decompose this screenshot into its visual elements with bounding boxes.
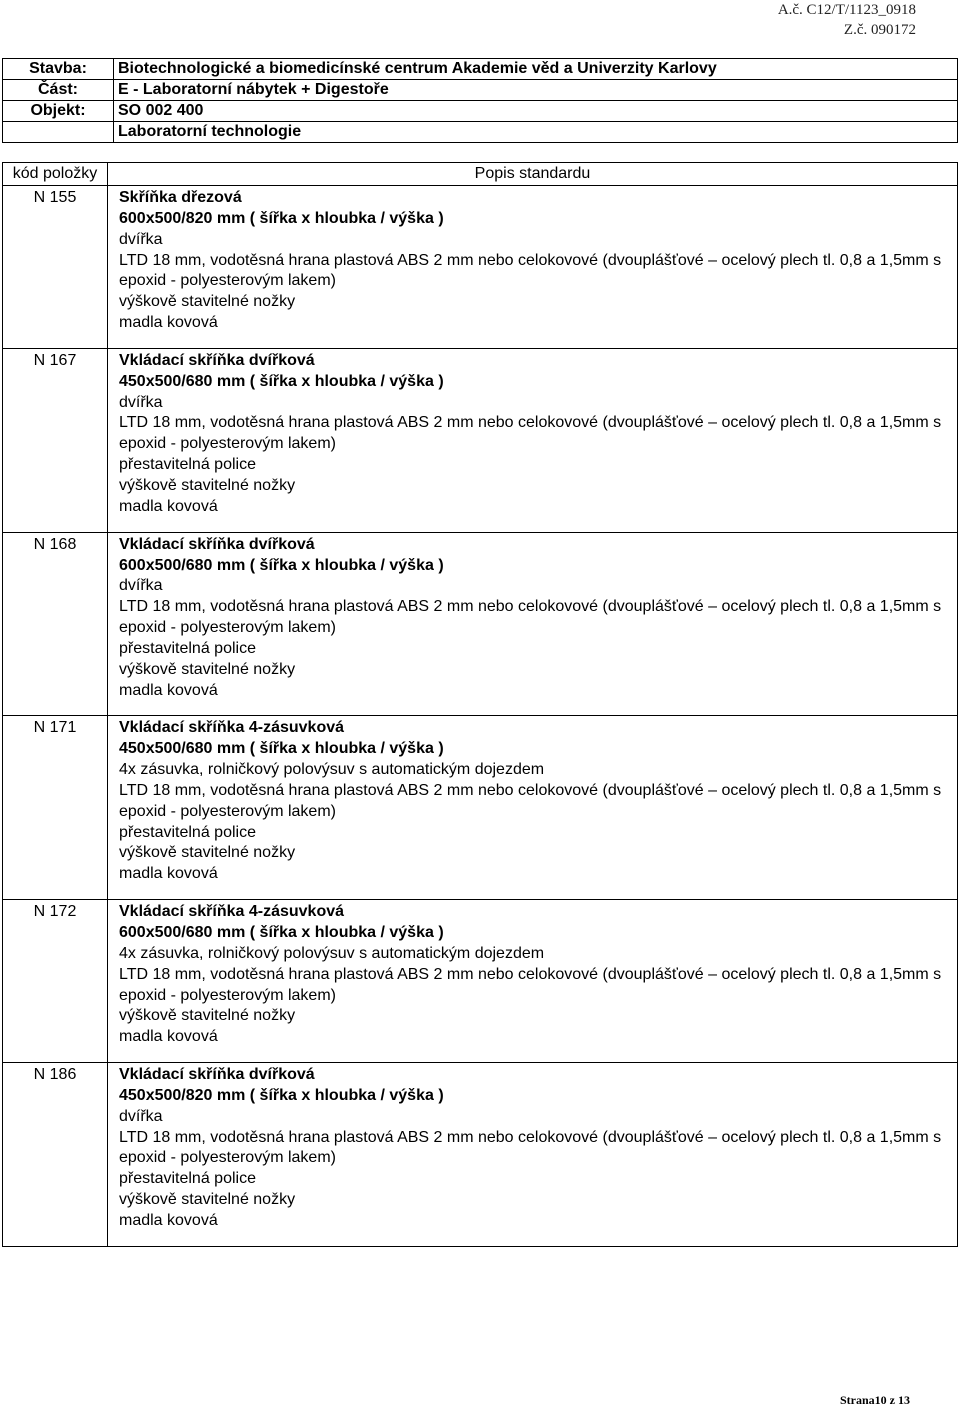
stavba-value: Biotechnologické a biomedicínské centrum Akademie věd a Univerzity Karlovy [114,59,958,80]
item-spec-line: výškově stavitelné nožky [119,1191,296,1209]
item-spec-line: přestavitelná police [119,823,256,841]
item-spec-line: přestavitelná police [119,639,256,657]
item-code: N 186 [3,1063,108,1247]
item-code: N 171 [3,716,108,900]
item-description [108,1063,958,1247]
item-spec-line: LTD 18 mm, vodotěsná hrana plastová ABS 2 mm nebo celokovové (dvouplášťové – ocelový plech tl. 0,8 a 1,5mm s epoxid - polyesterovým lakem) [119,414,942,453]
objekt-label: Objekt: [3,101,114,122]
cast-label: Část: [3,80,114,101]
item-title: Skříňka dřezová [119,189,242,206]
item-spec-line: madla kovová [119,497,218,515]
item-description [108,716,958,900]
item-spec-line: dvířka [119,393,163,411]
subtitle-value: Laboratorní technologie [114,122,958,143]
item-spec-line: dvířka [119,230,163,248]
item-code: N 167 [3,348,108,532]
item-dimensions: 600x500/680 mm ( šířka x hloubka / výška ) [119,924,444,941]
item-spec-line: madla kovová [119,1028,218,1046]
item-spec-line: výškově stavitelné nožky [119,844,296,862]
specification-table [2,162,958,1247]
item-spec-line: výškově stavitelné nožky [119,293,296,311]
item-spec-line: dvířka [119,1107,163,1125]
item-dimensions: 450x500/680 mm ( šířka x hloubka / výška ) [119,740,444,758]
table-row [3,186,958,349]
item-dimensions: 600x500/820 mm ( šířka x hloubka / výška ) [119,209,444,227]
table-body [3,186,958,1247]
reference-line-2: Z.č. 090172 [843,22,916,38]
item-spec-line: 4x zásuvka, rolničkový polovýsuv s automatickým dojezdem [119,761,545,779]
item-spec-line: madla kovová [119,1211,218,1229]
table-header-row [3,163,958,186]
item-code: N 155 [3,186,108,349]
item-spec-line: LTD 18 mm, vodotěsná hrana plastová ABS 2 mm nebo celokovové (dvouplášťové – ocelový plech tl. 0,8 a 1,5mm s epoxid - polyesterovým lakem) [119,965,942,1004]
stavba-label: Stavba: [3,59,114,80]
header-row-objekt [3,101,958,122]
header-row-subtitle [3,122,958,143]
subtitle-label-empty [3,122,114,143]
table-row [3,532,958,716]
item-spec-line: 4x zásuvka, rolničkový polovýsuv s automatickým dojezdem [119,944,545,962]
item-spec-line: madla kovová [119,314,218,332]
item-dimensions: 450x500/680 mm ( šířka x hloubka / výška ) [119,372,444,390]
document-reference [778,0,916,40]
item-code: N 168 [3,532,108,716]
item-title: Vkládací skříňka dvířková [119,535,315,553]
item-code: N 172 [3,900,108,1063]
header-row-cast [3,80,958,101]
item-spec-line: výškově stavitelné nožky [119,476,296,494]
item-title: Vkládací skříňka 4-zásuvková [119,903,345,921]
item-title: Vkládací skříňka 4-zásuvková [119,719,345,737]
item-spec-line: výškově stavitelné nožky [119,660,296,678]
item-spec-line: LTD 18 mm, vodotěsná hrana plastová ABS 2 mm nebo celokovové (dvouplášťové – ocelový plech tl. 0,8 a 1,5mm s epoxid - polyesterovým lakem) [119,251,942,290]
item-spec-line: madla kovová [119,681,218,699]
item-description [108,900,958,1063]
item-spec-line: madla kovová [119,865,218,883]
table-row [3,716,958,900]
item-description [108,186,958,349]
item-spec-line: LTD 18 mm, vodotěsná hrana plastová ABS 2 mm nebo celokovové (dvouplášťové – ocelový plech tl. 0,8 a 1,5mm s epoxid - polyesterovým lakem) [119,598,942,637]
item-spec-line: přestavitelná police [119,1170,256,1188]
item-title: Vkládací skříňka dvířková [119,351,315,369]
item-spec-line: LTD 18 mm, vodotěsná hrana plastová ABS 2 mm nebo celokovové (dvouplášťové – ocelový plech tl. 0,8 a 1,5mm s epoxid - polyesterovým lakem) [119,781,942,820]
reference-line-1: A.č. C12/T/1123_0918 [777,2,916,18]
item-description [108,532,958,716]
cast-value: E - Laboratorní nábytek + Digestoře [114,80,958,101]
page-number: Strana10 z 13 [840,1393,910,1407]
item-description [108,348,958,532]
item-spec-line: přestavitelná police [119,456,256,474]
project-header [2,58,958,143]
item-spec-line: dvířka [119,577,163,595]
item-dimensions: 450x500/820 mm ( šířka x hloubka / výška ) [119,1086,444,1104]
table-row [3,348,958,532]
column-header-description: Popis standardu [108,163,958,186]
column-header-code: kód položky [3,163,108,186]
item-spec-line: výškově stavitelné nožky [119,1007,296,1025]
item-spec-line: LTD 18 mm, vodotěsná hrana plastová ABS 2 mm nebo celokovové (dvouplášťové – ocelový plech tl. 0,8 a 1,5mm s epoxid - polyesterovým lakem) [119,1128,942,1167]
item-dimensions: 600x500/680 mm ( šířka x hloubka / výška ) [119,556,444,574]
objekt-value: SO 002 400 [114,101,958,122]
table-row [3,900,958,1063]
item-title: Vkládací skříňka dvířková [119,1066,315,1084]
table-row [3,1063,958,1247]
header-row-stavba [3,59,958,80]
